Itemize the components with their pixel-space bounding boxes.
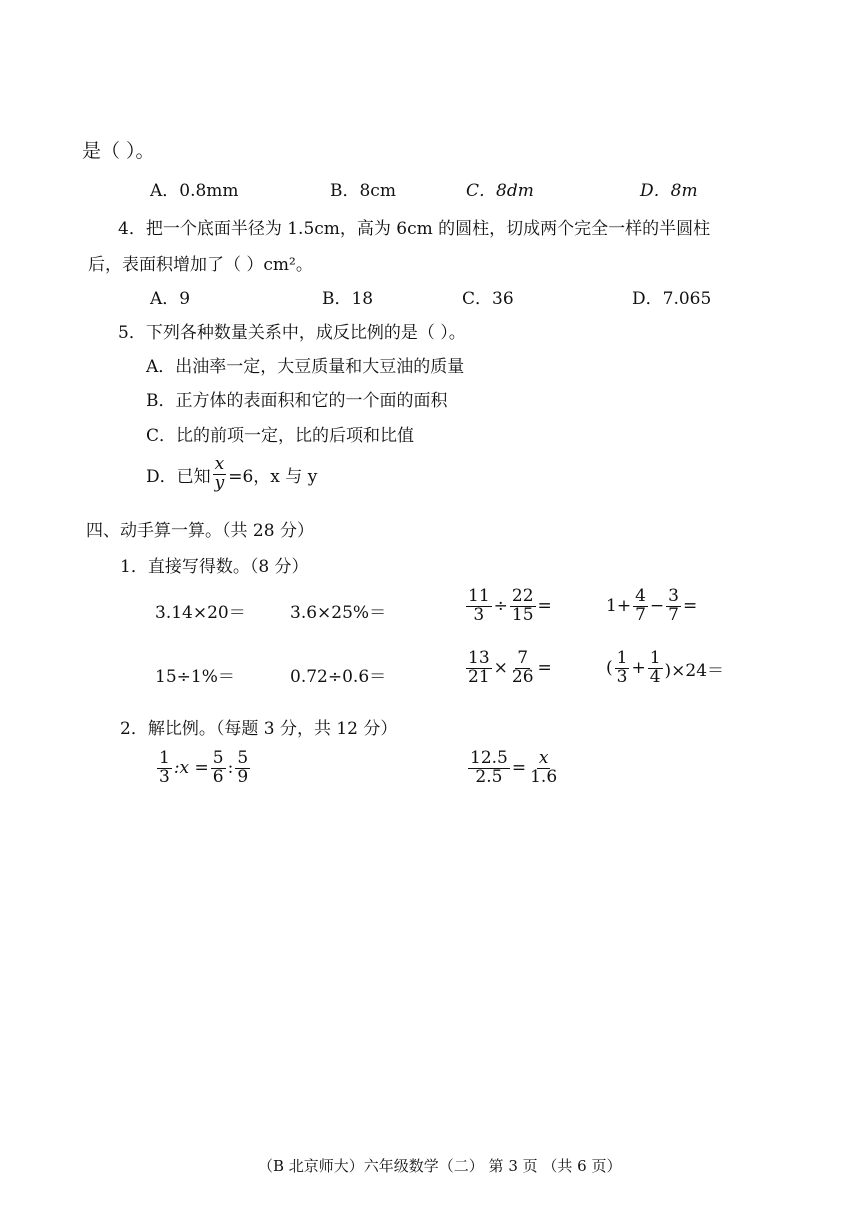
numerator: 4 [635, 586, 646, 606]
operator: + [631, 658, 646, 679]
q3-option-a: A．0.8mm [150, 181, 239, 201]
q3-option-b: B．8cm [330, 181, 396, 201]
numerator: 12.5 [470, 748, 508, 768]
fraction [648, 650, 663, 687]
q5-option-a: A．出油率一定，大豆质量和大豆油的质量 [146, 357, 465, 377]
numerator: 3 [668, 586, 679, 606]
equals: = [537, 658, 552, 679]
subsection-2-title: 2．解比例。（每题 3 分，共 12 分） [120, 719, 398, 739]
q4-option-c: C．36 [462, 289, 514, 309]
q3-option-d: D．8m [640, 181, 698, 201]
denominator: 3 [616, 666, 628, 687]
q5-option-b: B．正方体的表面积和它的一个面的面积 [146, 391, 448, 411]
calc-r1c3 [464, 588, 552, 625]
calc-r1c1: 3.14×20＝ [155, 603, 246, 623]
fraction [468, 750, 510, 787]
numerator: 7 [517, 648, 529, 668]
equals: = [537, 596, 552, 617]
q4-option-d: D．7.065 [632, 289, 712, 309]
denominator: 15 [511, 604, 534, 625]
denominator: 7 [635, 604, 646, 625]
denominator: 9 [237, 766, 249, 787]
fraction [466, 588, 492, 625]
q3-tail: 是（ ）。 [82, 140, 155, 162]
denominator: 21 [468, 666, 490, 687]
q5-option-c: C．比的前项一定，比的后项和比值 [146, 426, 415, 446]
q4-line2: 后，表面积增加了（ ）cm²。 [88, 255, 313, 275]
denominator: 26 [511, 666, 534, 687]
q5-option-d [146, 456, 317, 493]
numerator: 1 [159, 748, 170, 768]
denominator: 3 [473, 604, 485, 625]
operator: − [649, 596, 665, 617]
fraction [157, 750, 172, 787]
numerator: 1 [649, 648, 661, 668]
colon: : [227, 758, 234, 779]
proportion-1 [155, 750, 252, 787]
equals: = [682, 596, 698, 617]
fraction [615, 650, 630, 687]
calc-r2c1: 15÷1%＝ [155, 667, 235, 687]
q4-option-a: A．9 [150, 289, 191, 309]
denominator: 7 [668, 604, 679, 625]
equals: = [511, 758, 527, 779]
prefix: ( [606, 658, 613, 679]
denominator: 2.5 [475, 766, 503, 787]
numerator: 22 [511, 586, 534, 606]
q5-d-numerator: x [214, 454, 225, 474]
numerator: 1 [616, 648, 628, 668]
numerator: 5 [212, 748, 224, 768]
operator: × [493, 658, 508, 679]
denominator: 1.6 [530, 766, 558, 787]
middle: :x = [173, 758, 209, 779]
fraction [510, 588, 536, 625]
proportion-2 [466, 750, 561, 787]
denominator: 6 [212, 766, 224, 787]
denominator: 4 [649, 666, 661, 687]
page-footer: （B 北京师大）六年级数学（二） 第 3 页 （共 6 页） [258, 1157, 622, 1175]
calc-r2c3 [464, 650, 552, 687]
calc-r2c2: 0.72÷0.6＝ [290, 667, 387, 687]
fraction [466, 650, 492, 687]
q3-option-c: C．8dm [466, 181, 534, 201]
denominator: 3 [159, 766, 170, 787]
q5-d-fraction [213, 456, 227, 493]
q5-d-prefix: D．已知 [146, 466, 211, 487]
calc-r2c4 [606, 650, 724, 687]
calc-r1c4 [606, 588, 697, 625]
fraction [528, 750, 559, 787]
q5-stem: 5．下列各种数量关系中，成反比例的是（ ）。 [118, 323, 466, 343]
fraction [633, 588, 648, 625]
prefix: 1+ [606, 596, 632, 617]
numerator: 5 [237, 748, 249, 768]
numerator: x [538, 748, 549, 768]
q5-d-denominator: y [214, 472, 225, 493]
numerator: 13 [468, 648, 490, 668]
fraction [510, 650, 536, 687]
q4-option-b: B．18 [322, 289, 374, 309]
operator: ÷ [493, 596, 508, 617]
numerator: 11 [468, 586, 490, 606]
fraction [235, 750, 250, 787]
fraction [666, 588, 681, 625]
fraction [211, 750, 226, 787]
q5-d-suffix: =6，x 与 y [228, 466, 318, 487]
q4-line1: 4．把一个底面半径为 1.5cm，高为 6cm 的圆柱，切成两个完全一样的半圆柱 [118, 219, 711, 239]
calc-r1c2: 3.6×25%＝ [290, 603, 387, 623]
section-title: 四、动手算一算。（共 28 分） [86, 521, 314, 541]
subsection-1-title: 1．直接写得数。（8 分） [120, 557, 309, 577]
suffix: )×24＝ [664, 660, 725, 681]
